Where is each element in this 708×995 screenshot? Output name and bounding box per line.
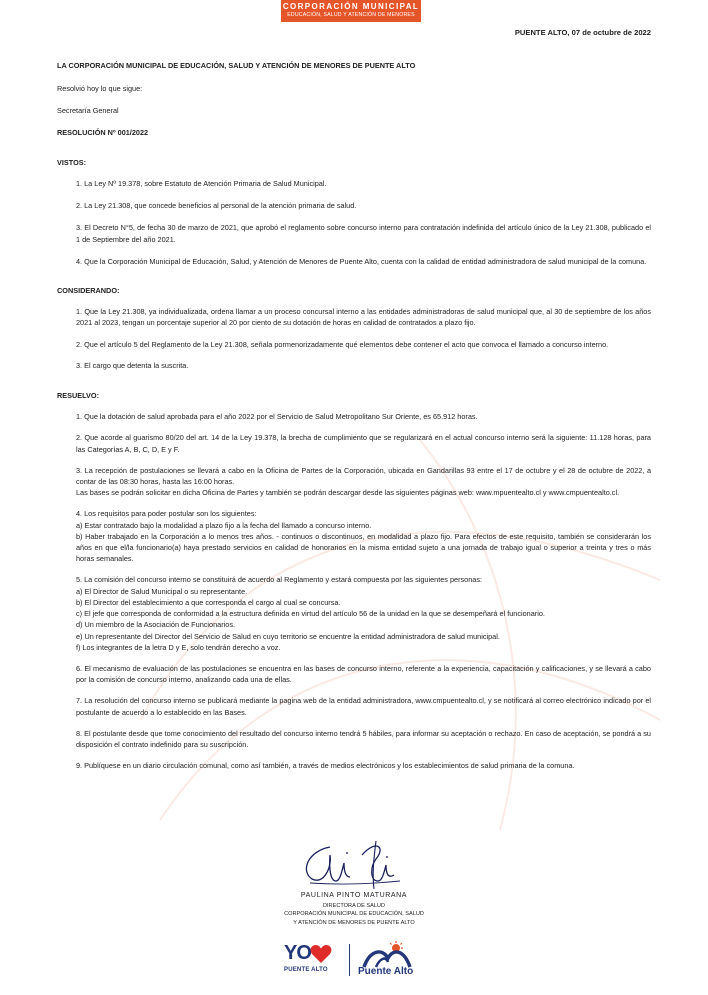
footer-logos xyxy=(0,940,708,980)
resuelvo-item: 4. Los requisitos para poder postular son los siguientes: xyxy=(76,509,257,519)
signatory-name: PAULINA PINTO MATURANA xyxy=(300,892,408,899)
commission-member: b) El Director del establecimiento a que corresponda el cargo al cual se concursa. xyxy=(76,597,341,607)
org-banner-line1: CORPORACIÓN MUNICIPAL xyxy=(282,2,420,11)
resuelvo-item: 2. Que acorde al guarismo 80/20 del art. 14 de la Ley 19.378, la brecha de cumplimiento que se regularizará en el actual concurso interno será la siguiente: 11.128 horas, para las Categorías A, B, C, D, E y F. xyxy=(76,433,651,454)
puente-alto-logo-text: Puente Alto xyxy=(358,966,414,977)
resuelvo-item: 1. Que la dotación de salud aprobada para el año 2022 por el Servicio de Salud Metropolitano Sur Oriente, es 65.912 horas. xyxy=(76,412,478,422)
considerando-item: 2. Que el artículo 5 del Reglamento de la Ley 21.308, señala pormenorizadamente qué elementos debe contener el acto que convoca el llamado a concurso interno. xyxy=(76,339,609,349)
logo-divider xyxy=(349,944,350,976)
heart-icon xyxy=(310,944,332,964)
resuelvo-item: 5. La comisión del concurso interno se constituirá de acuerdo al Reglamento y estará compuesta por las siguientes personas: xyxy=(76,575,483,585)
resolution-number: RESOLUCIÓN Nº 001/2022 xyxy=(57,127,149,137)
signatory-role-line: CORPORACIÓN MUNICIPAL DE EDUCACIÓN, SALUD xyxy=(284,911,424,918)
considerando-item: 3. El cargo que detenta la suscrita. xyxy=(76,360,189,370)
yo-logo-subtitle: PUENTE ALTO xyxy=(284,967,328,973)
handwritten-signature xyxy=(290,837,420,892)
vistos-item: 4. Que la Corporación Municipal de Educación, Salud, y Atención de Menores de Puente Alto, cuenta con la calidad de entidad administradora de salud municipal de la comuna. xyxy=(76,256,647,266)
signatory-role xyxy=(0,902,708,927)
signatory-role-line: Y ATENCIÓN DE MENORES DE PUENTE ALTO xyxy=(293,919,415,926)
puente-alto-logo xyxy=(356,940,436,980)
resuelvo-item: 7. La resolución del concurso interno se publicará mediante la pagina web de la entidad administradora, www.cmpuentealto.cl, y se notificará al correo electrónico indicado por el postulante de acuerdo a lo establecido en las Bases. xyxy=(76,696,651,717)
document-body xyxy=(57,60,651,771)
resuelvo-heading: RESUELVO: xyxy=(57,391,100,401)
resuelvo-item-continuation: Las bases se podrán solicitar en dicha Oficina de Partes y también se podrán descargar desde las siguientes páginas web: www.mpuentealto.cl y www.cmpuentealto.cl. xyxy=(76,488,620,498)
document-title: LA CORPORACIÓN MUNICIPAL DE EDUCACIÓN, SALUD Y ATENCIÓN DE MENORES DE PUENTE ALTO xyxy=(57,61,416,70)
puente-alto-emblem-icon xyxy=(356,940,416,968)
resuelvo-item: 6. El mecanismo de evaluación de las postulaciones se encuentra en las bases de concurso interno, referente a la experiencia, capacitación y calificaciones, y se llevará a cabo por la comisión de concurso interno, analizando cada una de ellas. xyxy=(76,663,651,685)
org-banner-line2: EDUCACIÓN, SALUD Y ATENCIÓN DE MENORES xyxy=(287,12,415,18)
resuelvo-item: 3. La recepción de postulaciones se llevará a cabo en la Oficina de Partes de la Corporación, ubicada en Gandarillas 93 entre el 17 de octubre y el 28 de octubre de 2022, a contar de las 08:30 horas, hasta las 16:00 horas. xyxy=(76,465,651,487)
commission-member: e) Un representante del Director del Servicio de Salud en cuyo territorio se encuentre la entidad administradora de salud municipal. xyxy=(76,631,500,641)
considerando-item: 1. Que la Ley 21.308, ya individualizada, ordena llamar a un proceso concursal interno a las entidades administradoras de salud municipal que, al 30 de septiembre de los años 2021 al 2023, tengan un porcentaje superior al 20 por ciento de su dotación de horas en calidad de contratados a plazo fijo. xyxy=(76,307,651,328)
vistos-item: 2. La Ley 21.308, que concede beneficios al personal de la atención primaria de salud. xyxy=(76,201,357,211)
resuelvo-item: 9. Publíquese en un diario circulación comunal, como así también, a través de medios electrónicos y los establecimientos de salud primaria de la comuna. xyxy=(76,761,575,771)
vistos-item: 1. La Ley Nº 19.378, sobre Estatuto de Atención Primaria de Salud Municipal. xyxy=(76,179,327,189)
yo-puente-alto-logo xyxy=(284,940,344,980)
considerando-heading: CONSIDERANDO: xyxy=(57,286,120,296)
org-header-banner xyxy=(281,0,421,22)
secretaria-line: Secretaría General xyxy=(57,106,119,116)
requirement-item: a) Estar contratado bajo la modalidad a plazo fijo a la fecha del llamado a concurso interno. xyxy=(76,520,372,530)
commission-member: c) El jefe que corresponda de conformidad a la estructura definida en virtud del artículo 56 de la unidad en la que se desempeñará el funcionario. xyxy=(76,609,545,619)
commission-member: a) El Director de Salud Municipal o su representante. xyxy=(76,586,248,596)
commission-member: d) Un miembro de la Asociación de Funcionarios. xyxy=(76,620,235,630)
requirement-item: b) Haber trabajado en la Corporación a lo menos tres años. - continuos o discontinuos, en modalidad a plazo fijo. Para efectos de este requisito, también se considerarán los años en que el/la funcionario(a) haya prestado servicios en calidad de honorarios en la misma entidad sujeto a una jornada de trabajo igual o superior a treinta y tres o más horas semanales. xyxy=(76,531,651,564)
vistos-item: 3. El Decreto N°5, de fecha 30 de marzo de 2021, que aprobó el reglamento sobre concurso interno para contratación indefinida del artículo único de la Ley 21.308, publicado el 1 de Septiembre del año 2021. xyxy=(76,223,651,244)
yo-logo-text: YO xyxy=(284,942,311,964)
vistos-heading: VISTOS: xyxy=(57,157,87,167)
resuelvo-item: 8. El postulante desde que tome conocimiento del resultado del concurso interno tendrá 5 hábiles, para informar su aceptación o rechazo. En caso de aceptación, se pondrá a su disposición el contrato indefinido para su suscripción. xyxy=(76,728,651,749)
resolvio-line: Resolvió hoy lo que sigue: xyxy=(57,84,143,94)
commission-member: f) Los integrantes de la letra D y E, solo tendrán derecho a voz. xyxy=(76,642,281,652)
document-date: PUENTE ALTO, 07 de octubre de 2022 xyxy=(514,28,651,37)
signatory-role-line: DIRECTORA DE SALUD xyxy=(322,903,386,909)
